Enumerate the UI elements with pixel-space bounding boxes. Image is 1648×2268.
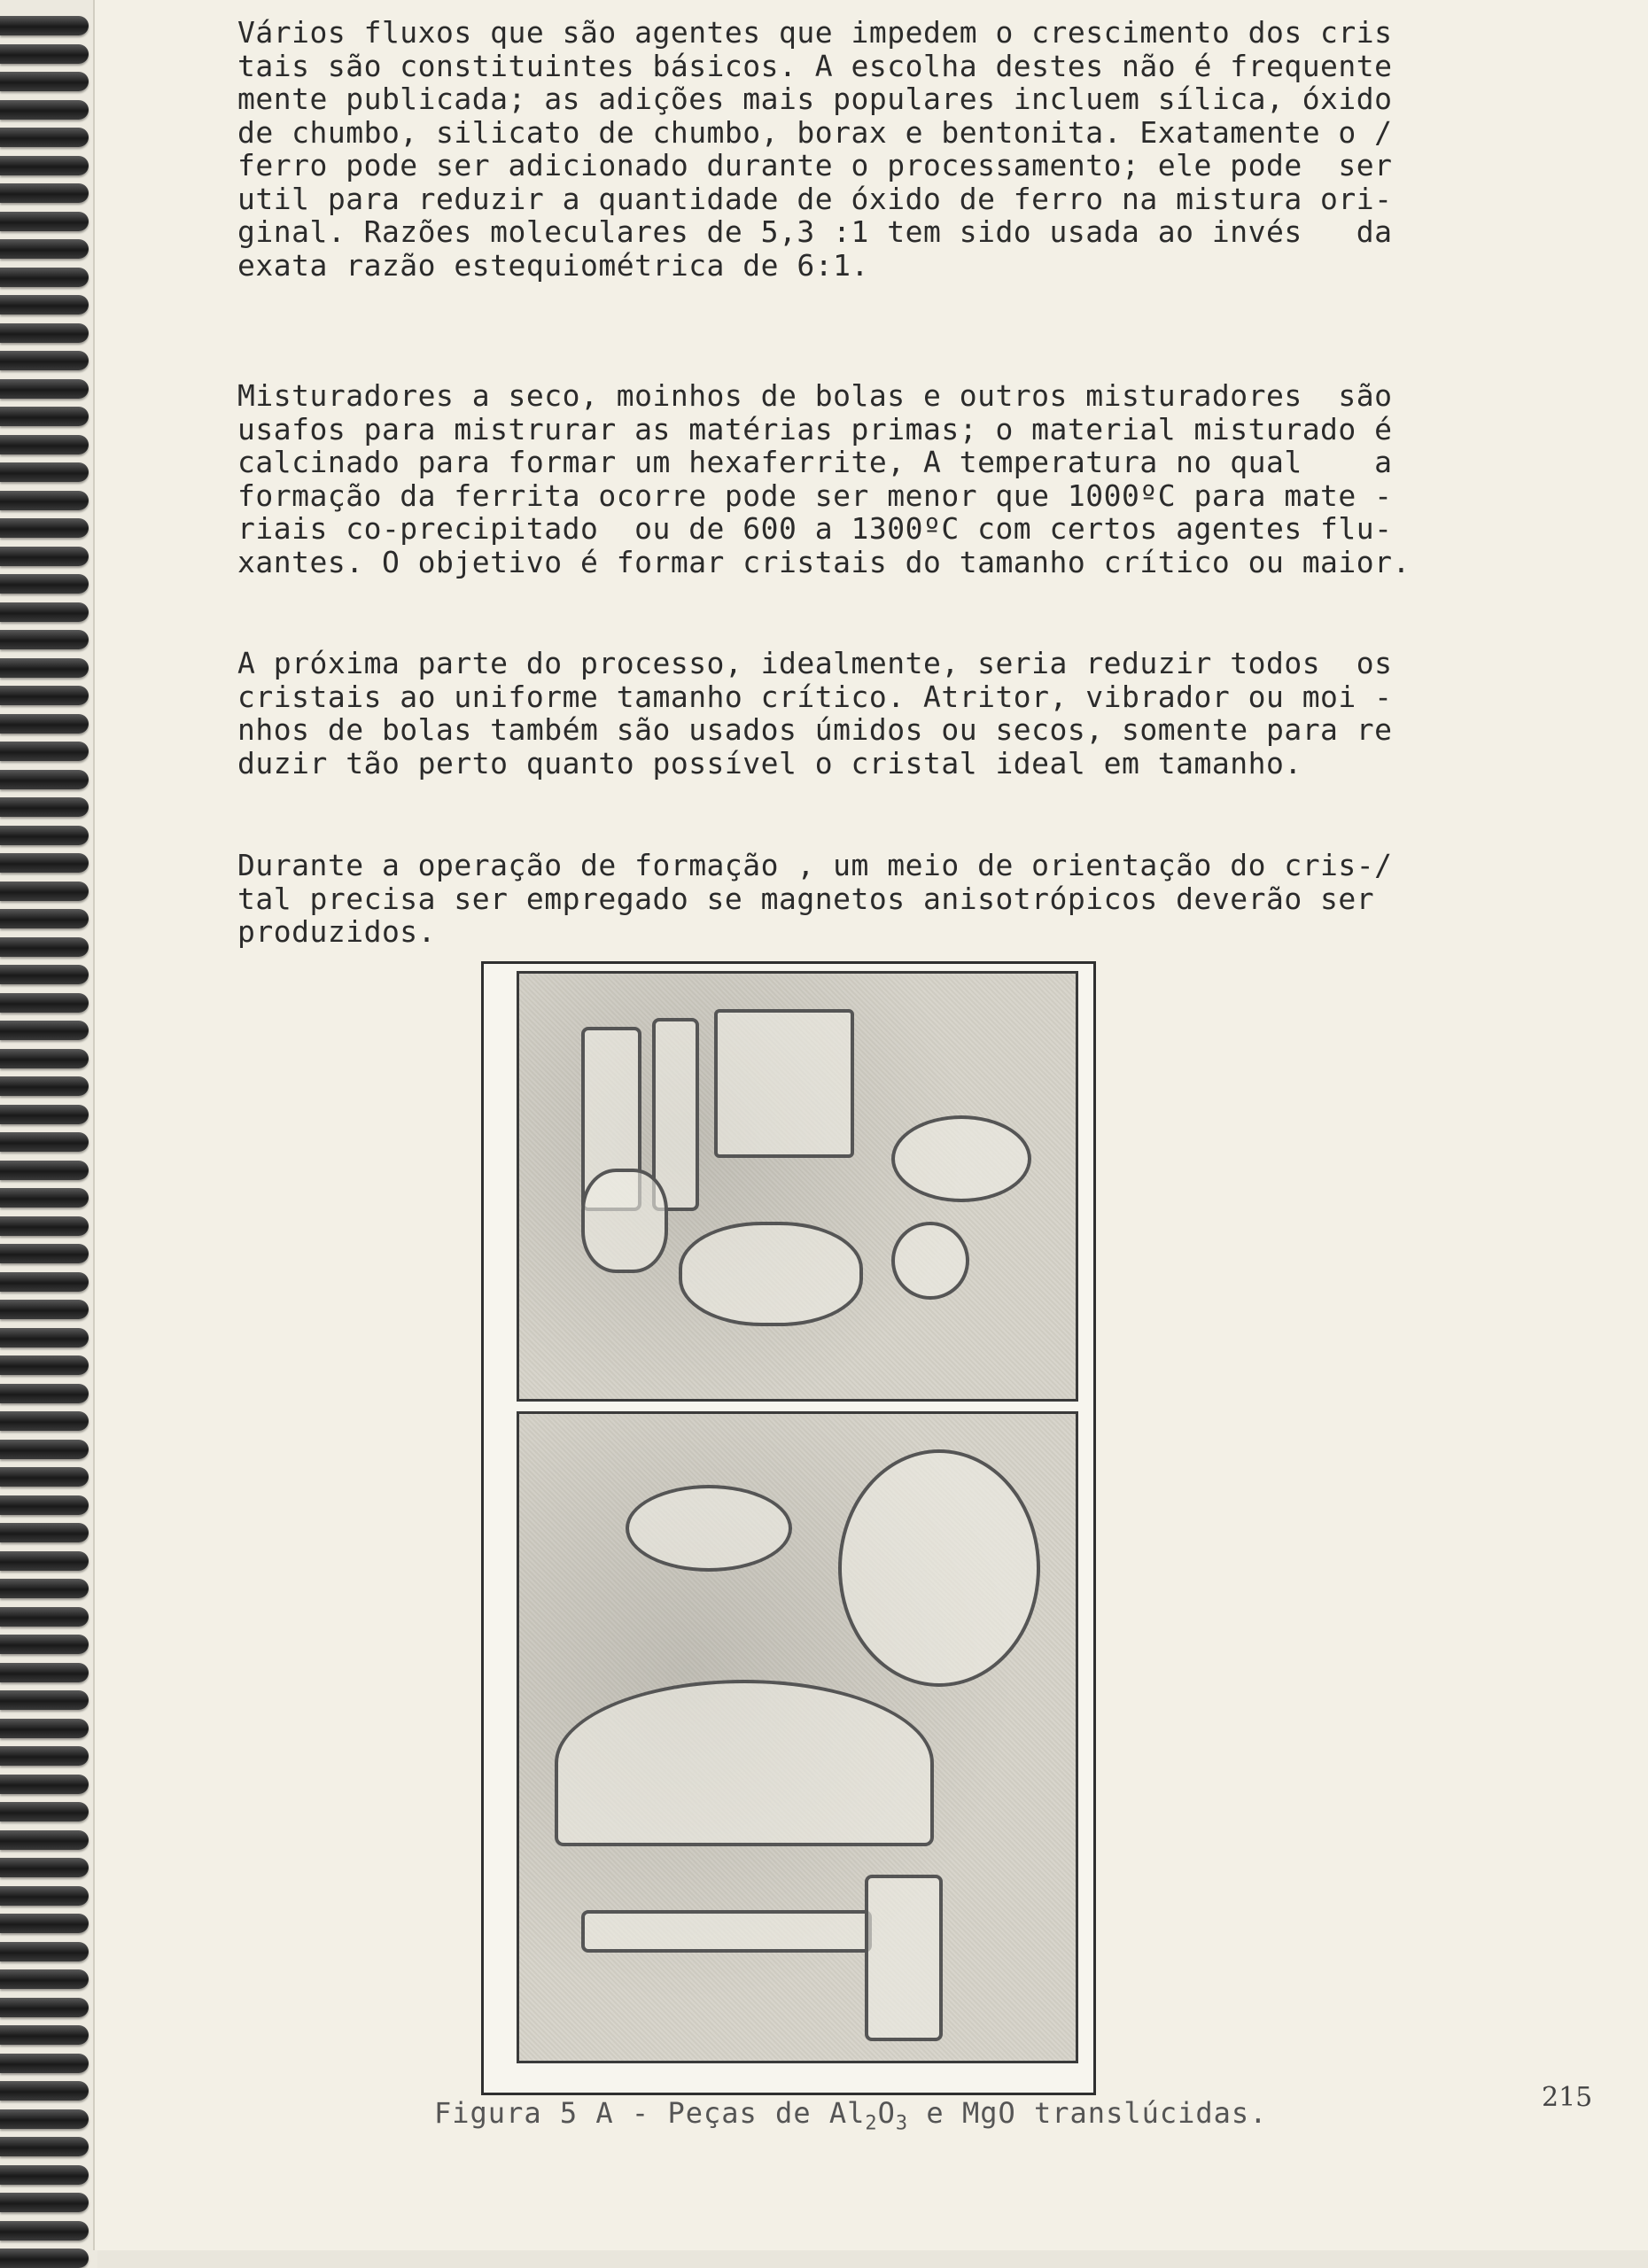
- binding-ring: [0, 1886, 89, 1906]
- page-number: 215: [1542, 2082, 1593, 2113]
- text-line: de chumbo, silicato de chumbo, borax e bentonita. Exatamente o /: [237, 114, 1393, 150]
- binding-ring: [0, 965, 89, 984]
- binding-ring: [0, 1495, 89, 1515]
- binding-ring: [0, 909, 89, 928]
- binding-ring: [0, 1998, 89, 2017]
- binding-ring: [0, 853, 89, 873]
- binding-ring: [0, 1328, 89, 1348]
- binding-ring: [0, 128, 89, 147]
- binding-ring: [0, 1942, 89, 1961]
- binding-ring: [0, 1300, 89, 1319]
- text-line: usafos para mistrurar as matérias primas; o material misturado é: [237, 411, 1393, 447]
- text-line: tal precisa ser empregado se magnetos anisotrópicos deverão ser: [237, 881, 1375, 916]
- binding-ring: [0, 351, 89, 370]
- dome-shape: [838, 1449, 1040, 1687]
- binding-ring: [0, 993, 89, 1013]
- text-line: produzidos.: [237, 914, 437, 949]
- binding-ring: [0, 882, 89, 901]
- caption-suffix: e MgO translúcidas.: [908, 2096, 1268, 2130]
- binding-ring: [0, 1355, 89, 1375]
- binding-ring: [0, 797, 89, 817]
- binding-ring: [0, 1523, 89, 1542]
- binding-ring: [0, 937, 89, 957]
- binding-ring: [0, 1746, 89, 1766]
- text-line: tais são constituintes básicos. A escolha destes não é frequente: [237, 48, 1393, 83]
- binding-ring: [0, 2221, 89, 2241]
- binding-ring: [0, 1969, 89, 1989]
- text-line: duzir tão perto quanto possível o cristal ideal em tamanho.: [237, 745, 1302, 781]
- rod-shape: [865, 1875, 943, 2041]
- text-line: mente publicada; as adições mais populares incluem sílica, óxido: [237, 82, 1393, 116]
- paragraph-mixers: [237, 379, 1504, 579]
- text-line: ginal. Razões moleculares de 5,3 :1 tem sido usada ao invés da: [237, 214, 1393, 249]
- binding-ring: [0, 1690, 89, 1710]
- binding-ring: [0, 1719, 89, 1738]
- binding-ring: [0, 1272, 89, 1292]
- caption-prefix: Figura 5 A - Peças de Al: [434, 2096, 866, 2130]
- caption-subscript: 2: [865, 2112, 878, 2135]
- binding-ring: [0, 1467, 89, 1487]
- text-line: riais co-precipitado ou de 600 a 1300ºC com certos agentes flu-: [237, 511, 1393, 546]
- binding-ring: [0, 1775, 89, 1794]
- binding-ring: [0, 1161, 89, 1180]
- text-line: formação da ferrita ocorre pode ser menor que 1000ºC para mate -: [237, 478, 1393, 513]
- binding-ring: [0, 2249, 89, 2268]
- binding-ring: [0, 295, 89, 315]
- binding-ring: [0, 686, 89, 705]
- binding-ring: [0, 323, 89, 343]
- text-line: Durante a operação de formação , um meio de orientação do cris-/: [237, 848, 1393, 882]
- photo-ceramic-parts-bottom: [517, 1411, 1078, 2063]
- binding-ring: [0, 1244, 89, 1263]
- binding-ring: [0, 770, 89, 789]
- text-line: nhos de bolas também são usados úmidos ou secos, somente para re: [237, 712, 1393, 747]
- binding-ring: [0, 518, 89, 538]
- text-line: util para reduzir a quantidade de óxido de ferro na mistura ori-: [237, 181, 1393, 216]
- text-line: ferro pode ser adicionado durante o processamento; ele pode ser: [237, 148, 1393, 183]
- binding-ring: [0, 462, 89, 482]
- binding-ring: [0, 1384, 89, 1403]
- photo-ceramic-parts-top: [517, 971, 1078, 1402]
- binding-ring: [0, 1607, 89, 1627]
- cylinder-shape: [581, 1169, 668, 1273]
- binding-ring: [0, 100, 89, 120]
- binding-ring: [0, 742, 89, 761]
- tube-shape: [714, 1009, 854, 1158]
- binding-ring: [0, 156, 89, 175]
- binding-ring: [0, 2081, 89, 2101]
- binding-ring: [0, 1663, 89, 1682]
- binding-ring: [0, 183, 89, 203]
- binding-ring: [0, 1188, 89, 1208]
- spiral-binding: [0, 0, 97, 2268]
- binding-ring: [0, 1830, 89, 1850]
- binding-ring: [0, 1914, 89, 1933]
- caption-mid: O: [877, 2096, 896, 2130]
- binding-ring: [0, 1049, 89, 1068]
- binding-ring: [0, 1105, 89, 1124]
- binding-ring: [0, 2137, 89, 2156]
- binding-ring: [0, 630, 89, 649]
- text-line: A próxima parte do processo, idealmente, seria reduzir todos os: [237, 646, 1393, 680]
- binding-ring: [0, 1802, 89, 1821]
- binding-ring: [0, 379, 89, 399]
- binding-ring: [0, 44, 89, 64]
- binding-ring: [0, 602, 89, 622]
- binding-ring: [0, 2109, 89, 2129]
- binding-ring: [0, 1076, 89, 1096]
- binding-ring: [0, 2165, 89, 2185]
- paragraph-fluxes: [237, 16, 1504, 282]
- paragraph-forming: [237, 849, 1504, 949]
- binding-ring: [0, 826, 89, 845]
- binding-ring: [0, 239, 89, 259]
- text-line: Vários fluxos que são agentes que impedem o crescimento dos cris: [237, 15, 1393, 50]
- binding-ring: [0, 658, 89, 678]
- binding-ring: [0, 212, 89, 231]
- binding-ring: [0, 547, 89, 566]
- binding-ring: [0, 1579, 89, 1598]
- binding-ring: [0, 1551, 89, 1571]
- binding-ring: [0, 268, 89, 287]
- binding-ring: [0, 714, 89, 734]
- binding-ring: [0, 1132, 89, 1152]
- caption-subscript: 3: [895, 2112, 909, 2135]
- binding-ring: [0, 2054, 89, 2073]
- paragraph-grinding: [237, 647, 1504, 780]
- binding-ring: [0, 16, 89, 35]
- binding-ring: [0, 435, 89, 454]
- binding-ring: [0, 407, 89, 426]
- text-line: exata razão estequiométrica de 6:1.: [237, 247, 869, 283]
- bead-shape: [891, 1222, 969, 1300]
- binding-ring: [0, 1440, 89, 1459]
- text-line: cristais ao uniforme tamanho crítico. Atritor, vibrador ou moi -: [237, 679, 1393, 714]
- binding-ring: [0, 2025, 89, 2045]
- binding-ring: [0, 1021, 89, 1040]
- ring-shape: [891, 1115, 1031, 1202]
- text-line: calcinado para formar um hexaferrite, A temperatura no qual a: [237, 445, 1393, 479]
- binding-ring: [0, 72, 89, 91]
- binding-ring: [0, 1411, 89, 1431]
- binding-ring: [0, 1216, 89, 1236]
- rod-shape: [581, 1910, 872, 1953]
- crucible-shape: [626, 1485, 792, 1572]
- figure-caption: [434, 2096, 1409, 2134]
- figure-frame: [481, 961, 1096, 2095]
- binding-ring: [0, 574, 89, 594]
- arc-shape: [555, 1680, 934, 1846]
- binding-ring: [0, 1635, 89, 1654]
- binding-ring: [0, 491, 89, 510]
- binding-ring: [0, 1858, 89, 1877]
- binding-ring: [0, 2193, 89, 2212]
- text-line: xantes. O objetivo é formar cristais do tamanho crítico ou maior.: [237, 544, 1411, 579]
- cylinder-shape: [679, 1222, 863, 1326]
- text-line: Misturadores a seco, moinhos de bolas e outros misturadores são: [237, 378, 1393, 413]
